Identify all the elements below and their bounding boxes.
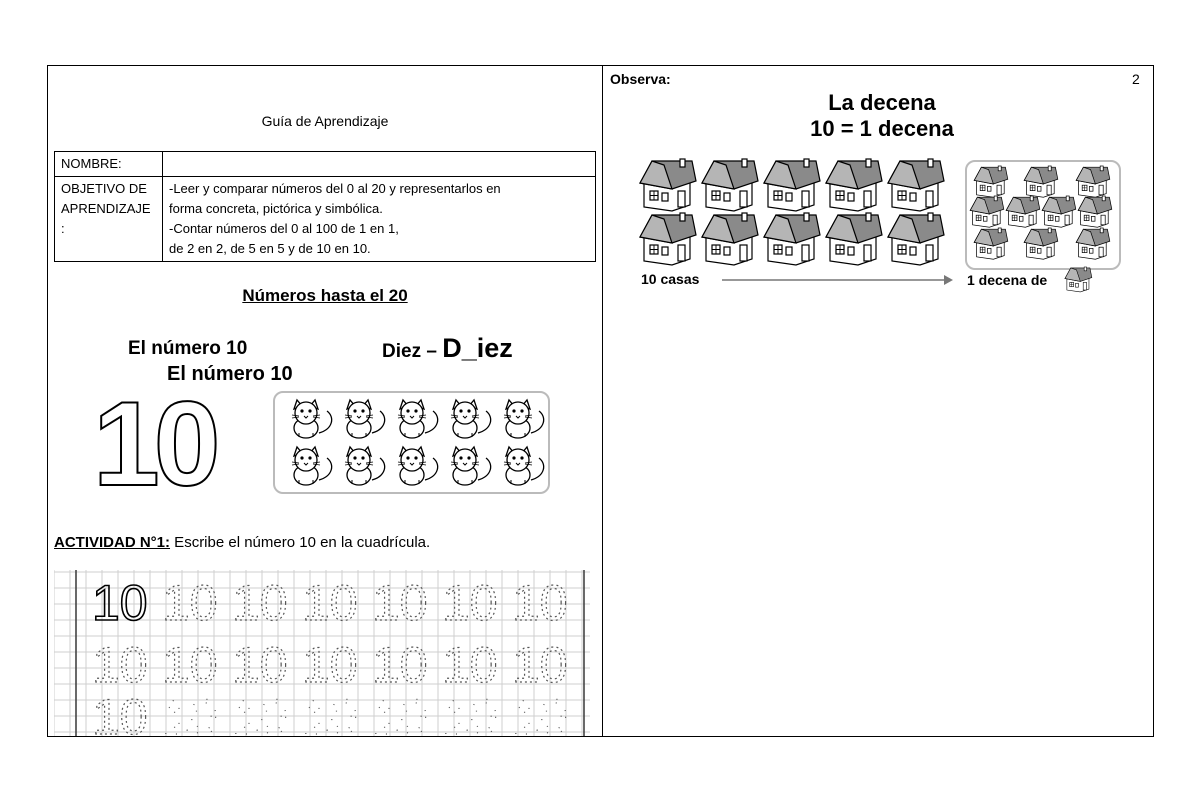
cats-illustration [275,393,548,492]
house-icon [764,159,820,211]
decena-box [965,160,1121,270]
cat-icon [345,447,385,485]
name-field[interactable] [163,152,596,177]
guide-title: Guía de Aprendizaje [261,113,389,129]
arrow-right-icon [720,272,955,288]
tracing-numeral: 10 [162,575,218,631]
cat-icon [451,400,491,438]
tracing-numeral: 10 [162,689,218,736]
house-icon [1076,166,1110,197]
house-icon [640,213,696,265]
house-icon [1042,196,1076,227]
ten-houses-label: 10 casas [641,271,700,287]
ten-houses-illustration [636,155,946,270]
name-row [55,152,596,177]
house-icon [1078,196,1112,227]
tracing-numeral: 10 [442,689,498,736]
house-icon [888,159,944,211]
tracing-numeral: 10 [302,689,358,736]
tracing-numeral: 10 [512,575,568,631]
cat-icon [504,400,544,438]
tracing-numeral: 10 [92,575,148,631]
tracing-numeral: 10 [232,575,288,631]
activity-instruction [54,534,430,551]
page-number: 2 [1132,71,1140,87]
house-icon [764,213,820,265]
cat-icon [398,400,438,438]
house-icon [1076,228,1110,259]
tracing-grid [54,570,590,736]
house-icon [640,159,696,211]
observa-label: Observa: [610,71,671,87]
house-icon [888,213,944,265]
tracing-numeral: 10 [162,637,218,693]
house-icon [974,228,1008,259]
tracing-numeral: 10 [442,575,498,631]
decena-title-line1: La decena [828,90,936,115]
house-icon [826,213,882,265]
tracing-numeral: 10 [232,637,288,693]
cat-icon [292,400,332,438]
section-title: Números hasta el 20 [242,286,408,305]
cat-icon [398,447,438,485]
tracing-numeral: 10 [92,689,148,736]
tracing-numeral: 10 [232,689,288,736]
house-icon [826,159,882,211]
student-info-table [54,151,596,262]
objective-row [55,177,596,262]
house-icon [1024,228,1058,259]
tracing-numeral: 10 [372,689,428,736]
tracing-numeral: 10 [442,637,498,693]
activity-text: Escribe el número 10 en la cuadrícula. [170,534,431,551]
one-decena-label: 1 decena de [967,272,1048,288]
grouped-houses-illustration [967,162,1119,268]
small-house-icon [1063,266,1093,294]
objective-text: -Leer y comparar números del 0 al 20 y representarlos en forma concreta, pictórica y simbólica. -Contar números del 0 al 100 de 1 en 1, de 2 en 2, de 5 en 5 y de 10 en 10. [163,177,596,262]
column-divider [602,65,603,737]
house-icon [1024,166,1058,197]
decena-title [612,90,1152,142]
tracing-numeral: 10 [372,575,428,631]
number-heading-2: El número 10 [167,363,293,385]
diez-word-line [382,333,513,364]
tracing-numeral: 10 [512,637,568,693]
cat-icon [504,447,544,485]
diez-prefix: Diez – [382,341,443,362]
tracing-numeral: 10 [302,575,358,631]
decena-title-line2: 10 = 1 decena [810,116,954,141]
cats-box [273,391,550,494]
cat-icon [451,447,491,485]
tracing-numeral: 10 [372,637,428,693]
name-label: NOMBRE: [55,152,163,177]
house-icon [702,159,758,211]
house-icon [1065,267,1092,292]
number-heading-1: El número 10 [128,338,248,359]
house-icon [702,213,758,265]
house-icon [1006,196,1040,227]
tracing-numeral: 10 [92,637,148,693]
cat-icon [345,400,385,438]
tracing-numeral: 10 [302,637,358,693]
tracing-numeral: 10 [512,689,568,736]
activity-label: ACTIVIDAD N°1: [54,534,171,551]
diez-word: D_iez [442,333,513,363]
objective-label: OBJETIVO DE APRENDIZAJE : [55,177,163,262]
house-icon [970,196,1004,227]
big-ten-numeral: 10 [93,388,215,493]
big-ten-outline-illustration [93,388,263,493]
cat-icon [292,447,332,485]
house-icon [974,166,1008,197]
